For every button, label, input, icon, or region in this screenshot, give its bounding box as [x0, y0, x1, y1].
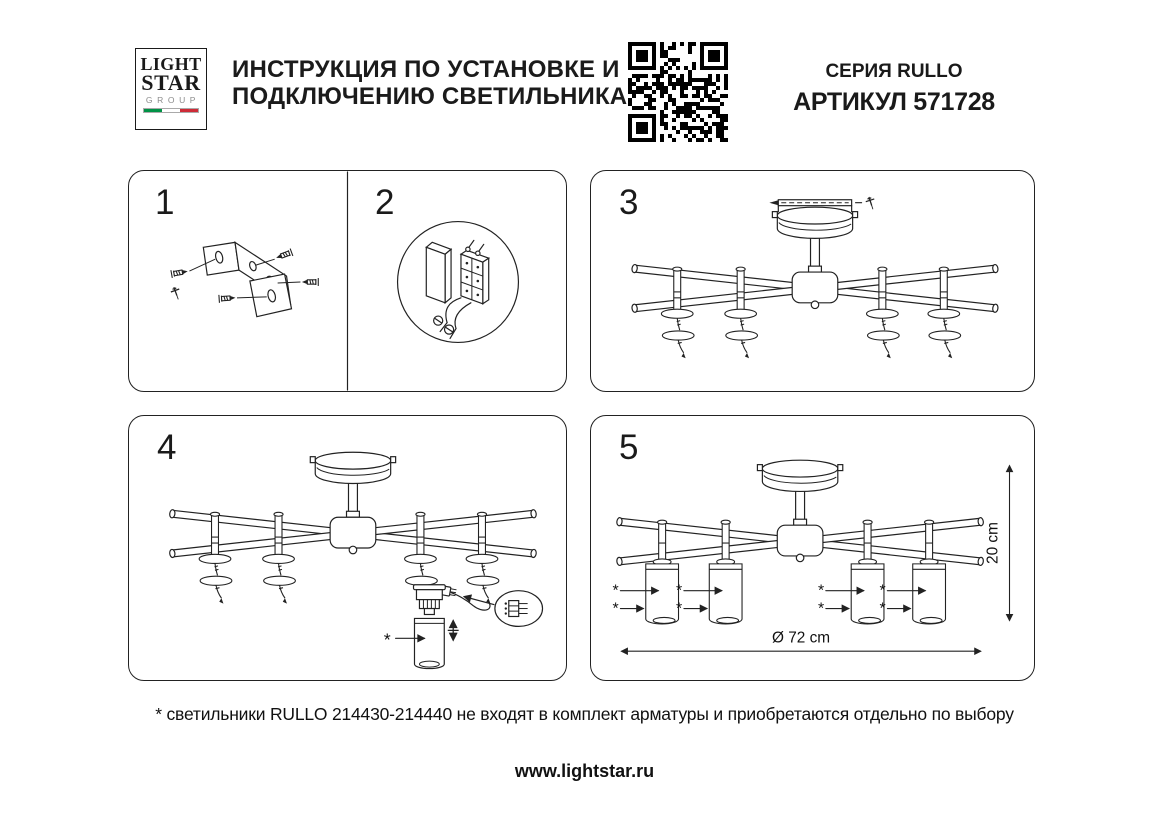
height-label: 20 cm — [984, 522, 1002, 564]
socket-and-shade-assembly — [384, 585, 543, 669]
lamp-holder — [661, 267, 694, 358]
logo-word-light: LIGHT — [140, 54, 202, 74]
title-line-1: ИНСТРУКЦИЯ ПО УСТАНОВКЕ И — [232, 56, 620, 83]
step-5-number: 5 — [619, 428, 639, 467]
step-5-drawing — [591, 416, 1034, 680]
asterisk-mark: * — [879, 582, 886, 600]
website-url: www.lightstar.ru — [514, 761, 655, 781]
step-3-number: 3 — [619, 183, 639, 222]
move-arrows-icon — [448, 620, 459, 640]
panel-step-5 — [590, 415, 1035, 681]
screw-icon — [865, 196, 877, 211]
page-title — [232, 56, 627, 110]
step-4-number: 4 — [157, 428, 177, 467]
screw-dowel-icon — [275, 249, 293, 262]
article-number: АРТИКУЛ 571728 — [793, 88, 995, 116]
qr-code — [628, 42, 728, 142]
screw-dowel-icon — [219, 294, 236, 303]
lightstar-logo — [135, 48, 207, 130]
lamp-holder — [199, 512, 232, 603]
screw-icon — [170, 286, 183, 301]
magnifier-arrow — [464, 597, 494, 605]
italian-flag-icon — [143, 108, 199, 113]
step-2-number: 2 — [375, 183, 395, 222]
flag-green — [144, 109, 162, 112]
logo-word-group: GROUP — [145, 95, 201, 105]
panel-step-1-2 — [128, 170, 567, 392]
screw-dowel-icon — [302, 278, 318, 286]
asterisk-mark: * — [383, 629, 391, 650]
lamp-holder — [466, 512, 499, 603]
lamp-socket — [414, 585, 446, 615]
asterisk-mark: * — [612, 600, 619, 618]
flag-red — [180, 109, 198, 112]
connector-magnifier — [495, 591, 543, 627]
asterisk-mark: * — [817, 582, 825, 600]
asterisk-mark: * — [676, 582, 683, 600]
diameter-dimension — [621, 629, 980, 651]
flag-white — [162, 109, 180, 112]
diameter-label: Ø 72 cm — [772, 629, 831, 647]
asterisk-mark: * — [817, 600, 825, 618]
lamp-holder — [928, 267, 961, 358]
logo-word-star: STAR — [141, 70, 201, 95]
mounting-bracket-drawing — [170, 242, 319, 316]
step-1-2-drawing — [129, 171, 566, 391]
title-line-2: ПОДКЛЮЧЕНИЮ СВЕТИЛЬНИКА — [232, 83, 628, 110]
step-3-drawing — [591, 171, 1034, 391]
panel-step-4 — [128, 415, 567, 681]
lamp-shade — [414, 618, 444, 668]
asterisk-mark: * — [612, 582, 619, 600]
footnote: * светильники RULLO 214430-214440 не входят в комплект арматуры и приобретаются отдельно по выбору — [155, 704, 1014, 724]
step-1-number: 1 — [155, 183, 175, 222]
height-dimension — [985, 466, 1010, 621]
lamp-shade — [646, 520, 679, 624]
series-label: СЕРИЯ RULLO — [825, 61, 963, 82]
wiring-detail-drawing — [398, 222, 519, 343]
step-4-drawing — [129, 416, 566, 680]
panel-step-3 — [590, 170, 1035, 392]
asterisk-mark: * — [676, 600, 683, 618]
lamp-shade — [913, 520, 946, 624]
screw-dowel-icon — [171, 267, 188, 278]
asterisk-mark: * — [879, 600, 886, 618]
